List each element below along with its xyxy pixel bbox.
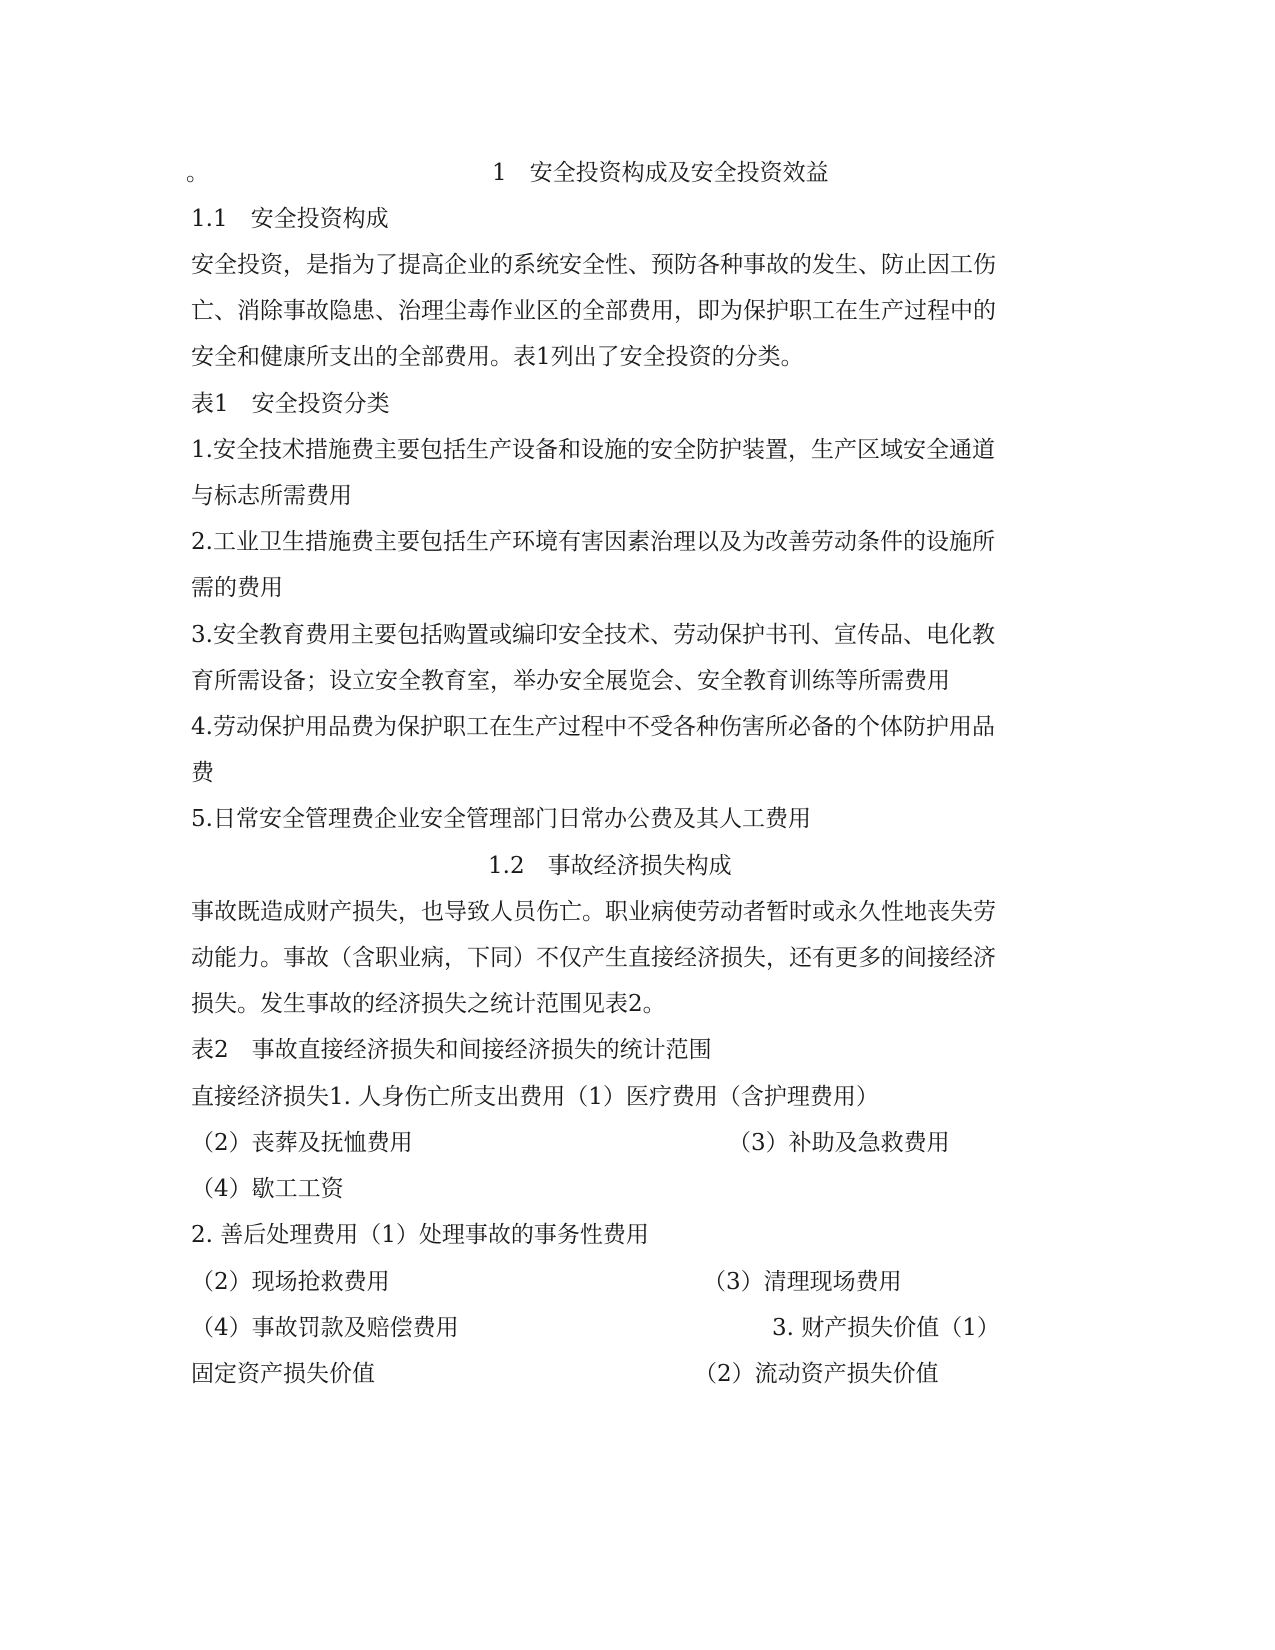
table2-cell: （4）事故罚款及赔偿费用 <box>191 1315 459 1341</box>
table2-row: 2. 善后处理费用（1）处理事故的事务性费用 <box>191 1222 649 1248</box>
paragraph-line: 动能力。事故（含职业病，下同）不仅产生直接经济损失，还有更多的间接经济 <box>191 945 996 971</box>
section-heading-1-2: 1.2 事故经济损失构成 <box>488 853 732 879</box>
paragraph-line: 安全投资，是指为了提高企业的系统安全性、预防各种事故的发生、防止因工伤 <box>191 252 996 278</box>
table2-cell: （2）现场抢救费用 <box>191 1269 390 1295</box>
list-item: 5.日常安全管理费企业安全管理部门日常办公费及其人工费用 <box>191 806 811 832</box>
paragraph-line: 安全和健康所支出的全部费用。表1列出了安全投资的分类。 <box>191 344 804 370</box>
list-item: 育所需设备；设立安全教育室，举办安全展览会、安全教育训练等所需费用 <box>191 668 950 694</box>
list-item: 3.安全教育费用主要包括购置或编印安全技术、劳动保护书刊、宣传品、电化教 <box>191 622 995 648</box>
table2-caption: 表2 事故直接经济损失和间接经济损失的统计范围 <box>191 1037 712 1063</box>
list-item: 2.工业卫生措施费主要包括生产环境有害因素治理以及为改善劳动条件的设施所 <box>191 529 995 555</box>
table2-cell: （3）补助及急救费用 <box>728 1130 950 1156</box>
leading-punctuation: 。 <box>186 160 209 186</box>
table2-cell: 固定资产损失价值 <box>191 1361 375 1387</box>
list-item: 1.安全技术措施费主要包括生产设备和设施的安全防护装置，生产区域安全通道 <box>191 437 995 463</box>
paragraph-line: 事故既造成财产损失，也导致人员伤亡。职业病使劳动者暂时或永久性地丧失劳 <box>191 899 996 925</box>
table2-cell: （4）歇工工资 <box>191 1176 344 1202</box>
table2-row: 直接经济损失1. 人身伤亡所支出费用（1）医疗费用（含护理费用） <box>191 1084 879 1110</box>
list-item: 4.劳动保护用品费为保护职工在生产过程中不受各种伤害所必备的个体防护用品 <box>191 714 995 740</box>
table2-cell: （3）清理现场费用 <box>703 1269 902 1295</box>
table2-cell: （2）丧葬及抚恤费用 <box>191 1130 413 1156</box>
table2-cell: 3. 财产损失价值（1） <box>772 1315 1000 1341</box>
section-heading-1-1: 1.1 安全投资构成 <box>191 206 389 232</box>
list-item: 需的费用 <box>191 575 283 601</box>
list-item: 费 <box>191 760 214 786</box>
list-item: 与标志所需费用 <box>191 483 352 509</box>
section-heading-1: 1 安全投资构成及安全投资效益 <box>492 160 829 186</box>
table1-caption: 表1 安全投资分类 <box>191 391 390 417</box>
table2-cell: （2）流动资产损失价值 <box>694 1361 939 1387</box>
paragraph-line: 亡、消除事故隐患、治理尘毒作业区的全部费用，即为保护职工在生产过程中的 <box>191 298 996 324</box>
paragraph-line: 损失。发生事故的经济损失之统计范围见表2。 <box>191 991 666 1017</box>
